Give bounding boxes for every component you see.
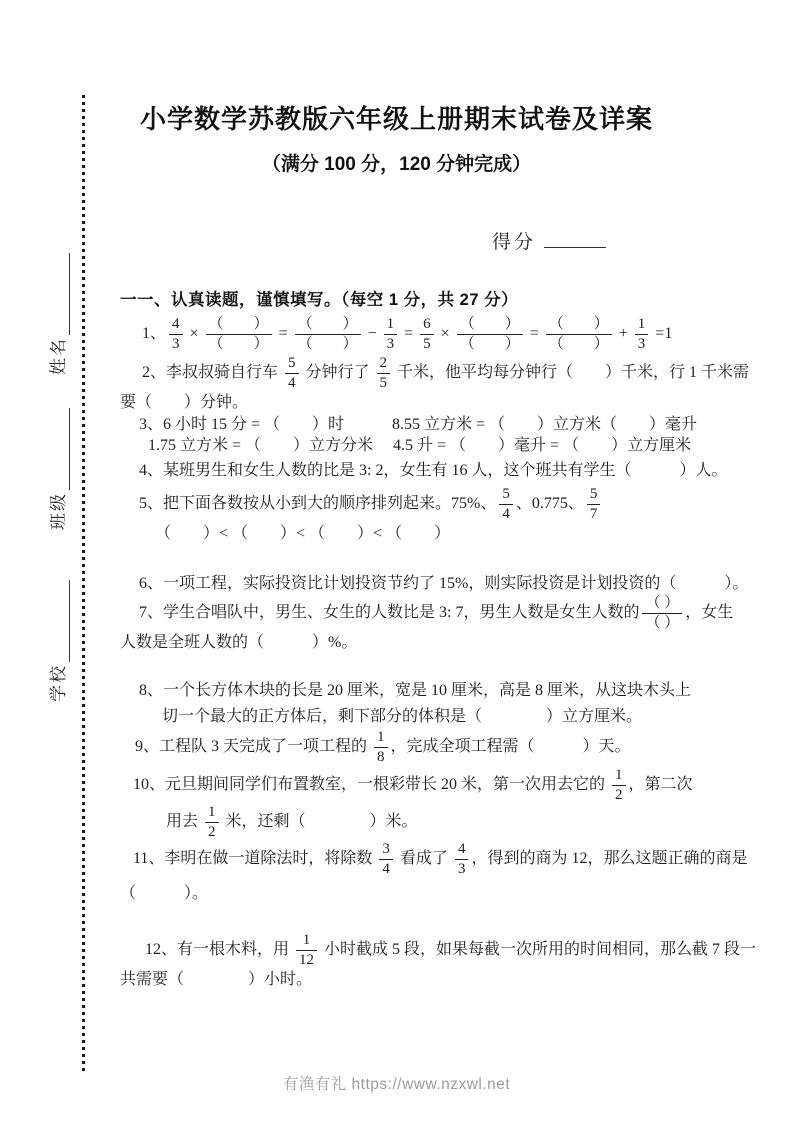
- question-5-line-2: [120, 523, 775, 544]
- sidebar-field-class: [46, 400, 70, 530]
- sidebar-field-school: [46, 572, 70, 702]
- question-text: 7、学生合唱队中，男生、女生的人数比是 3: 7，男生人数是女生人数的: [139, 604, 640, 622]
- page-subtitle: （满分 100 分，120 分钟完成）: [261, 154, 532, 175]
- fraction: $\frac{1}{2}$: [612, 767, 626, 804]
- question-text: +: [614, 325, 632, 343]
- fraction: $\frac{( )}{( )}$: [457, 316, 523, 353]
- name-fill-line: [51, 253, 70, 335]
- question-text: 12、有一根木料，用: [145, 941, 294, 959]
- question-text: 5、把下面各数按从小到大的顺序排列起来。75%、: [139, 495, 497, 513]
- question-text: 用去: [166, 813, 203, 831]
- fraction: $\frac{( )}{( )}$: [642, 595, 682, 632]
- question-text: 4、某班男生和女生人数的比是 3: 2，女生有 16 人，这个班共有学生（ ）人。: [139, 462, 728, 479]
- fraction: $\frac{1}{8}$: [374, 729, 388, 766]
- question-text: ，女生: [685, 604, 734, 622]
- question-text: 共需要（ ）小时。: [120, 971, 313, 988]
- question-text: ×: [185, 325, 203, 343]
- fraction: $\frac{4}{3}$: [455, 841, 469, 878]
- question-12-line-2: [120, 969, 775, 990]
- question-text: 9、工程队 3 天完成了一项工程的: [135, 738, 372, 756]
- question-text: ，得到的商为 12，那么这题正确的商是: [471, 850, 748, 868]
- fraction: $\frac{6}{5}$: [420, 316, 434, 353]
- fraction: $\frac{( )}{( )}$: [206, 316, 272, 353]
- question-text: =1: [651, 325, 673, 343]
- question-text: （ ）。: [120, 885, 209, 902]
- question-text: ，完成全项工程需（ ）天。: [390, 738, 631, 756]
- school-field-label: 学校: [49, 664, 68, 702]
- question-text: ，第二次: [628, 776, 693, 794]
- question-text: 11、李明在做一道除法时，将除数: [133, 850, 377, 868]
- fraction: $\frac{( )}{( )}$: [546, 316, 612, 353]
- class-field-label: 班级: [49, 492, 68, 530]
- question-text: 6、一项工程，实际投资比计划投资节约了 15%，则实际投资是计划投资的（ ）。: [139, 575, 749, 592]
- question-5-line-1: [120, 486, 775, 523]
- question-8-line-2: [120, 706, 775, 727]
- question-text: =: [400, 325, 418, 343]
- question-3-line-2: [120, 435, 775, 456]
- question-11-line-2: [120, 883, 775, 904]
- question-text: 切一个最大的正方体后，剩下部分的体积是（ ）立方厘米。: [162, 708, 643, 725]
- question-7-line-2: [120, 632, 775, 653]
- question-text: 小时截成 5 段，如果每截一次所用的时间相同，那么截 7 段一: [320, 941, 757, 959]
- fraction: $\frac{5}{7}$: [587, 486, 601, 523]
- fraction: $\frac{( )}{( )}$: [295, 316, 361, 353]
- fraction: $\frac{1}{3}$: [635, 316, 649, 353]
- question-text: 1.75 立方米 = （ ）立方分米 4.5 升 = （ ）毫升 = （ ）立方厘米: [148, 437, 692, 454]
- section-1-questions: [120, 316, 775, 990]
- score-label: 得分: [492, 232, 537, 253]
- fraction: $\frac{4}{3}$: [169, 316, 183, 353]
- question-2-line-2: [120, 392, 775, 413]
- fraction: $\frac{1}{12}$: [296, 932, 317, 969]
- name-field-label: 姓名: [49, 337, 68, 375]
- section-1: [120, 290, 775, 990]
- fold-dotted-line: [82, 95, 85, 1073]
- class-fill-line: [51, 408, 70, 490]
- question-text: −: [363, 325, 381, 343]
- question-2-line-1: [120, 355, 775, 392]
- fraction: $\frac{5}{4}$: [499, 486, 513, 523]
- question-text: 1、: [142, 325, 167, 343]
- question-1-line-1: [120, 316, 775, 353]
- question-text: 3、6 小时 15 分 = （ ）时 8.55 立方米 = （ ）立方米（ ）毫升: [139, 416, 698, 433]
- question-4-line-1: [120, 460, 775, 481]
- question-10-line-1: [120, 767, 775, 804]
- question-text: 看成了: [395, 850, 452, 868]
- score-fill-line: [544, 228, 606, 248]
- question-8-line-1: [120, 680, 775, 701]
- fraction: $\frac{2}{5}$: [377, 355, 391, 392]
- fraction: $\frac{1}{3}$: [384, 316, 398, 353]
- question-text: =: [274, 325, 292, 343]
- score-field: [492, 227, 606, 254]
- question-text: 2、李叔叔骑自行车: [142, 364, 283, 382]
- question-text: =: [525, 325, 543, 343]
- question-text: 要（ ）分钟。: [120, 394, 249, 411]
- question-text: 10、元旦期间同学们布置教室，一根彩带长 20 米，第一次用去它的: [133, 776, 610, 794]
- page-title: 小学数学苏教版六年级上册期末试卷及详案: [139, 104, 653, 134]
- school-fill-line: [51, 580, 70, 662]
- question-text: 8、一个长方体木块的长是 20 厘米，宽是 10 厘米，高是 8 厘米，从这块木头上: [139, 682, 692, 699]
- question-3-line-1: [120, 414, 775, 435]
- question-text: 、0.775、: [515, 495, 584, 513]
- fraction: $\frac{5}{4}$: [285, 355, 299, 392]
- question-7-line-1: [120, 595, 775, 632]
- question-text: 米，还剩（ ）米。: [221, 813, 418, 831]
- question-11-line-1: [120, 841, 775, 878]
- footer-watermark: 有渔有礼 https://www.nzxwl.net: [282, 1076, 511, 1093]
- question-9-line-1: [120, 729, 775, 766]
- question-6-line-1: [120, 573, 775, 594]
- question-text: 分钟行了: [301, 364, 374, 382]
- question-10-line-2: [120, 804, 775, 841]
- section-1-header: 一一、认真读题，谨慎填写。（每空 1 分，共 27 分）: [120, 291, 519, 309]
- question-text: 人数是全班人数的（ ）%。: [120, 634, 358, 651]
- fraction: $\frac{3}{4}$: [379, 841, 393, 878]
- question-text: 千米，他平均每分钟行（ ）千米，行 1 千米需: [393, 364, 750, 382]
- fraction: $\frac{1}{2}$: [205, 804, 219, 841]
- question-text: ×: [436, 325, 454, 343]
- question-12-line-1: [120, 932, 775, 969]
- sidebar-field-name: [46, 245, 70, 375]
- question-text: （ ）< （ ）< （ ）< （ ）: [155, 525, 451, 542]
